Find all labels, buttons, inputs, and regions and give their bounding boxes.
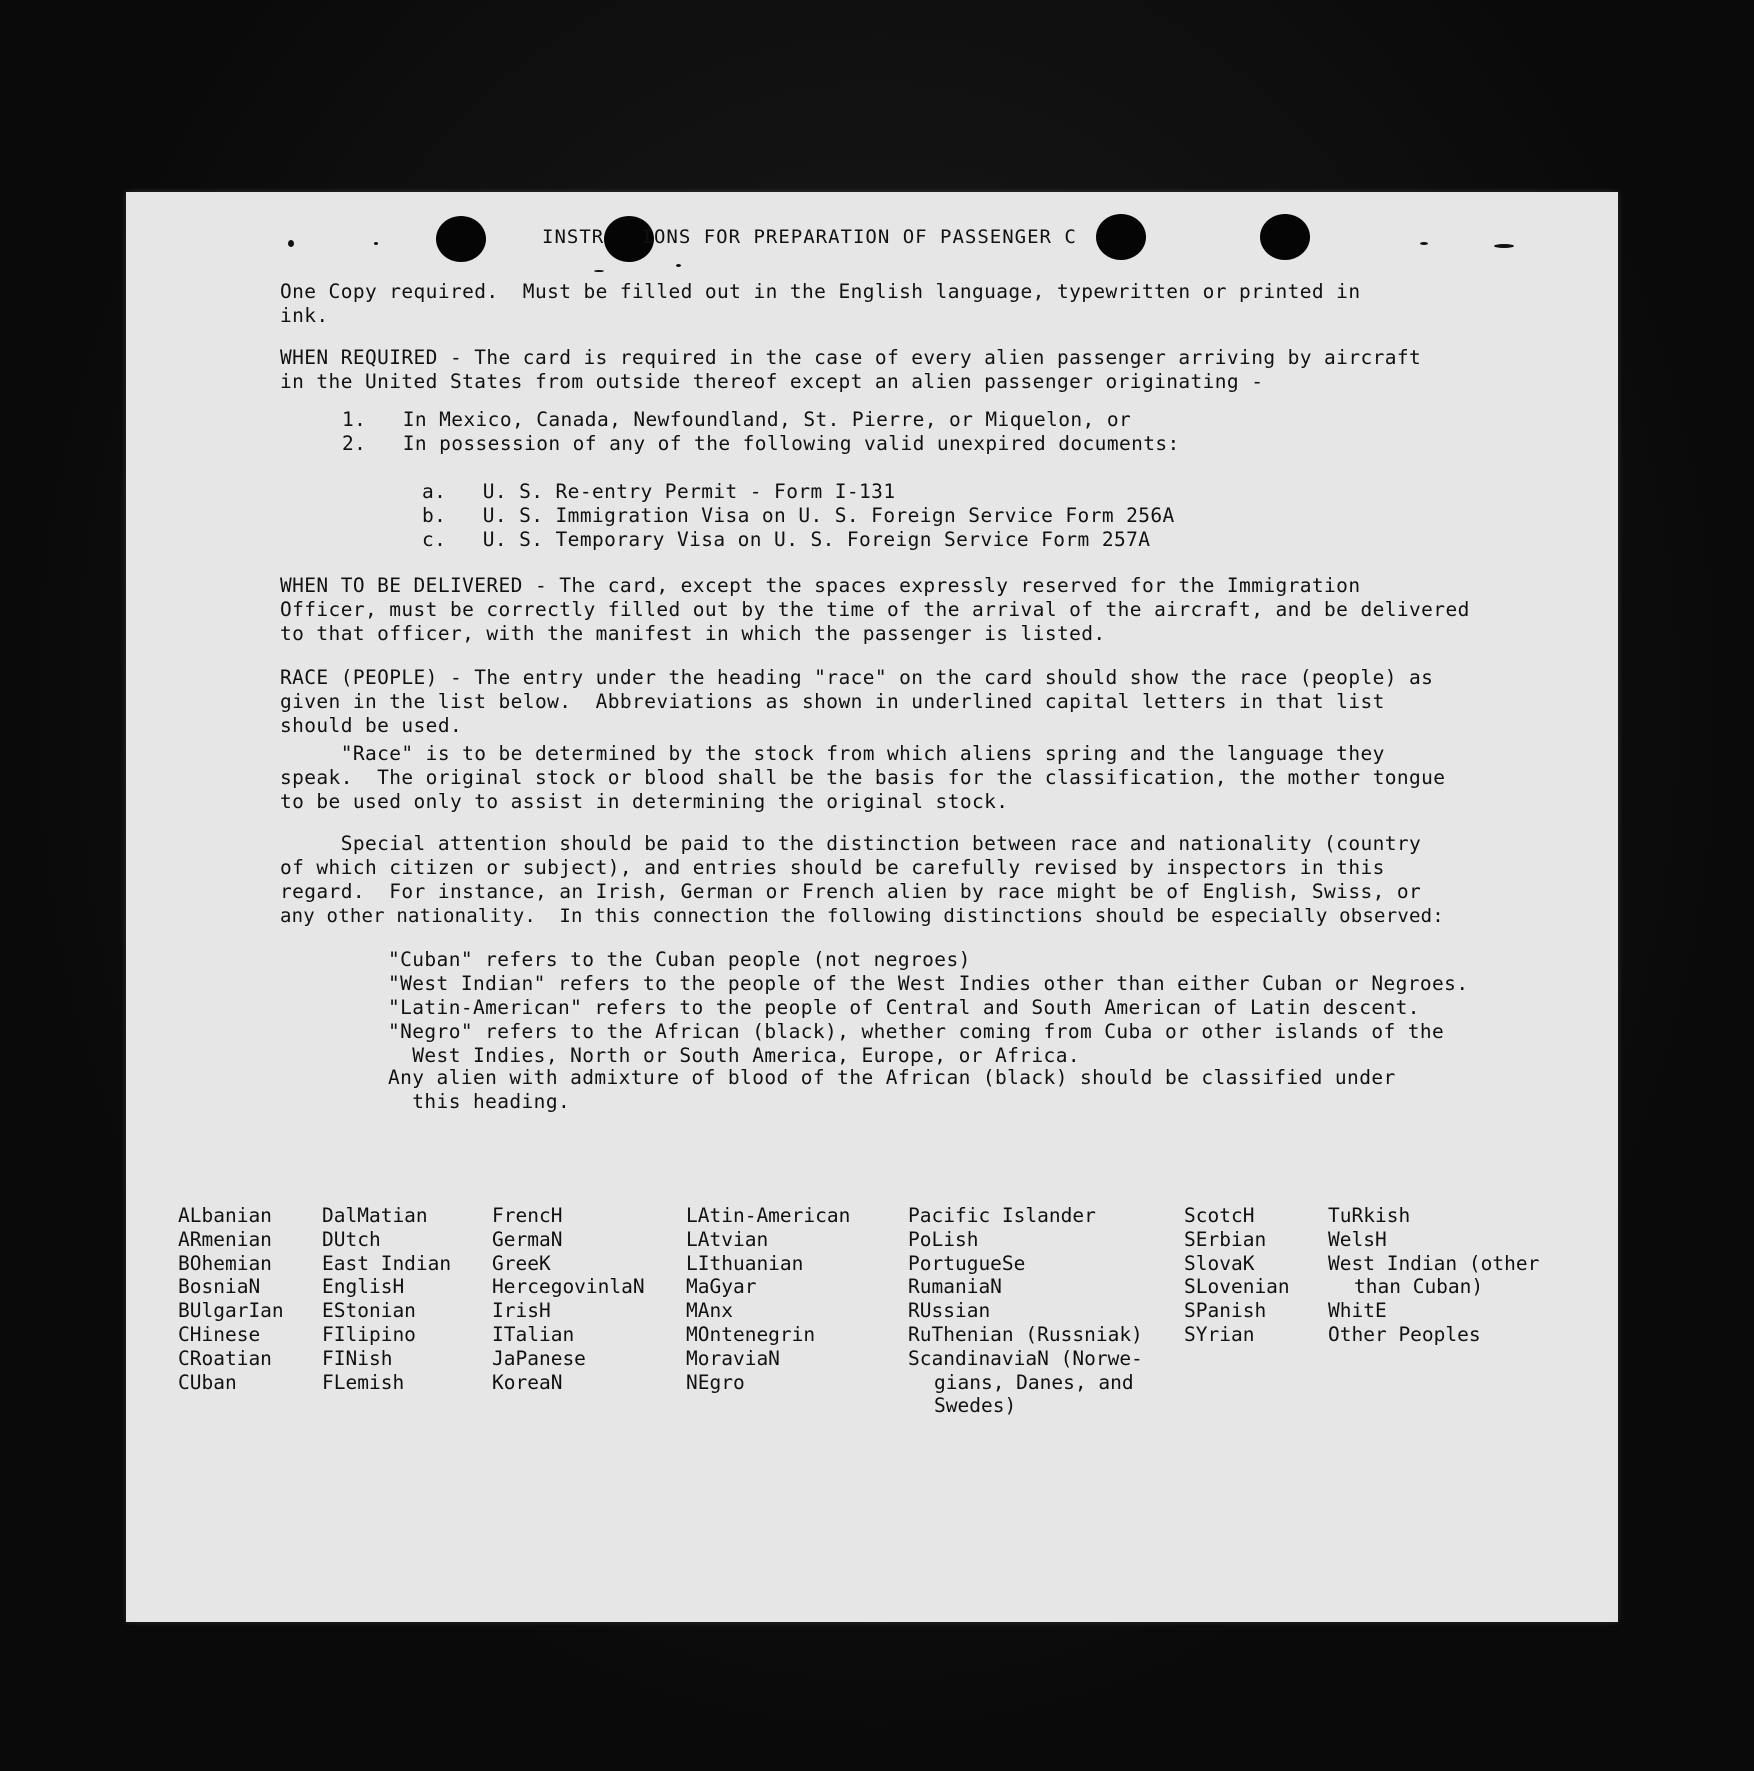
race-column-3 [492,1204,645,1394]
distinction-line-4: "Negro" refers to the African (black), whether coming from Cuba or other islands of the [388,1020,1445,1043]
race-determined-line-2: speak. The original stock or blood shall be the basis for the classification, the mother tongue [280,766,1446,789]
race-entry: ALbanian [178,1204,272,1227]
race-entry: ITalian [492,1322,575,1346]
punch-hole [1096,214,1146,260]
race-entry: CUban [178,1370,237,1394]
race-column-5 [908,1204,1143,1418]
document-item-c: c. U. S. Temporary Visa on U. S. Foreign Service Form 257A [422,528,1151,551]
race-entry: Other Peoples [1328,1322,1481,1346]
when-delivered-line-1: WHEN TO BE DELIVERED - The card, except the spaces expressly reserved for the Immigration [280,574,1361,597]
race-entry: ARmenian [178,1227,272,1251]
race-entry: DalMatian [322,1204,428,1227]
race-people-line-3: should be used. [280,714,463,737]
race-people-line-1: RACE (PEOPLE) - The entry under the heading "race" on the card should show the race (people) as [280,666,1434,689]
race-entry: RuThenian (Russniak) [908,1322,1143,1346]
race-entry: ScandinaviaN (Norwe- [908,1346,1143,1370]
race-entry: IrisH [492,1299,551,1323]
race-entry: MOntenegrin [686,1322,816,1346]
race-entry: ScotcH [1184,1204,1255,1227]
special-attention-line-3: regard. For instance, an Irish, German or French alien by race might be of English, Swiss, or [280,880,1422,903]
race-entry: Pacific Islander [908,1204,1096,1227]
when-required-line-1: WHEN REQUIRED - The card is required in the case of every alien passenger arriving by aircraft [280,346,1422,369]
punch-hole [436,216,486,262]
race-entry: RUssian [908,1299,991,1323]
race-entry: SlovaK [1184,1251,1255,1275]
race-entry: than Cuban) [1354,1275,1484,1299]
race-entry: JaPanese [492,1346,586,1370]
race-entry: NEgro [686,1370,745,1394]
when-delivered-line-3: to that officer, with the manifest in which the passenger is listed. [280,622,1106,645]
race-entry: PoLish [908,1227,979,1251]
race-entry: East Indian [322,1251,452,1275]
intro-line-2: ink. [280,304,329,327]
race-entry: MaGyar [686,1275,757,1299]
race-entry: FINish [322,1346,393,1370]
race-column-6 [1184,1204,1290,1347]
special-attention-line-4: any other nationality. In this connection the following distinctions should be especially observed: [280,905,1444,927]
race-entry: West Indian (other [1328,1251,1540,1275]
race-entry: PortugueSe [908,1251,1026,1275]
when-delivered-line-2: Officer, must be correctly filled out by the time of the arrival of the aircraft, and be delivered [280,598,1470,621]
distinction-line-2: "West Indian" refers to the people of the West Indies other than either Cuban or Negroes. [388,972,1469,995]
race-entry: LAtvian [686,1227,769,1251]
distinction-line-1: "Cuban" refers to the Cuban people (not negroes) [388,948,971,971]
distinction-line-7: this heading. [388,1090,571,1113]
race-entry: EnglisH [322,1275,405,1299]
race-determined-line-3: to be used only to assist in determining the original stock. [280,790,1009,813]
race-entry: LIthuanian [686,1251,804,1275]
race-entry: MAnx [686,1299,733,1323]
race-entry: FrencH [492,1204,563,1227]
document-title: INSTR IONS FOR PREPARATION OF PASSENGER C [542,226,1077,248]
race-entry: GreeK [492,1251,551,1275]
distinction-line-6: Any alien with admixture of blood of the African (black) should be classified under [388,1066,1396,1089]
required-item-1: 1. In Mexico, Canada, Newfoundland, St. Pierre, or Miquelon, or [342,408,1132,431]
race-entry: WhitE [1328,1299,1387,1323]
race-entry: LAtin-American [686,1204,851,1227]
distinction-line-5: West Indies, North or South America, Europe, or Africa. [388,1044,1080,1067]
race-entry: gians, Danes, and [934,1370,1134,1394]
race-column-7 [1328,1204,1539,1347]
race-entry: KoreaN [492,1370,563,1394]
race-entry: BUlgarIan [178,1299,284,1323]
distinction-line-3: "Latin-American" refers to the people of Central and South American of Latin descent. [388,996,1420,1019]
race-entry: SPanish [1184,1299,1267,1323]
race-entry: FLemish [322,1370,405,1394]
required-item-2: 2. In possession of any of the following valid unexpired documents: [342,432,1180,455]
race-entry: MoraviaN [686,1346,780,1370]
intro-line-1: One Copy required. Must be filled out in the English language, typewritten or printed in [280,280,1361,303]
race-entry: BosniaN [178,1275,261,1299]
special-attention-line-2: of which citizen or subject), and entries should be carefully revised by inspectors in this [280,856,1385,879]
race-entry: Swedes) [934,1394,1017,1418]
dust-speck [374,242,378,245]
race-column-4 [686,1204,850,1394]
race-entry: BOhemian [178,1251,272,1275]
race-entry: TuRkish [1328,1204,1411,1227]
race-entry: FIlipino [322,1322,416,1346]
punch-hole [1260,214,1310,260]
race-entry: CHinese [178,1322,261,1346]
document-item-b: b. U. S. Immigration Visa on U. S. Foreign Service Form 256A [422,504,1175,527]
special-attention-line-1: Special attention should be paid to the distinction between race and nationality (country [280,832,1422,855]
race-entry: EStonian [322,1299,416,1323]
race-column-2 [322,1204,451,1394]
dust-speck [1420,242,1428,245]
race-determined-line-1: "Race" is to be determined by the stock from which aliens spring and the language they [280,742,1385,765]
race-entry: HercegovinlaN [492,1275,645,1299]
race-entry: CRoatian [178,1346,272,1370]
dust-speck [594,270,604,272]
dust-speck [676,264,681,267]
dust-speck [288,240,294,247]
dust-speck [1494,244,1514,248]
race-entry: DUtch [322,1227,381,1251]
document-item-a: a. U. S. Re-entry Permit - Form I-131 [422,480,896,503]
race-entry: RumaniaN [908,1275,1002,1299]
race-entry: SYrian [1184,1322,1255,1346]
race-entry: GermaN [492,1227,563,1251]
race-entry: WelsH [1328,1227,1387,1251]
race-entry: SLovenian [1184,1275,1290,1299]
document-page [126,192,1618,1622]
race-people-line-2: given in the list below. Abbreviations as shown in underlined capital letters in that list [280,690,1385,713]
race-column-1 [178,1204,284,1394]
when-required-line-2: in the United States from outside thereof except an alien passenger originating - [280,370,1264,393]
race-entry: SErbian [1184,1227,1267,1251]
